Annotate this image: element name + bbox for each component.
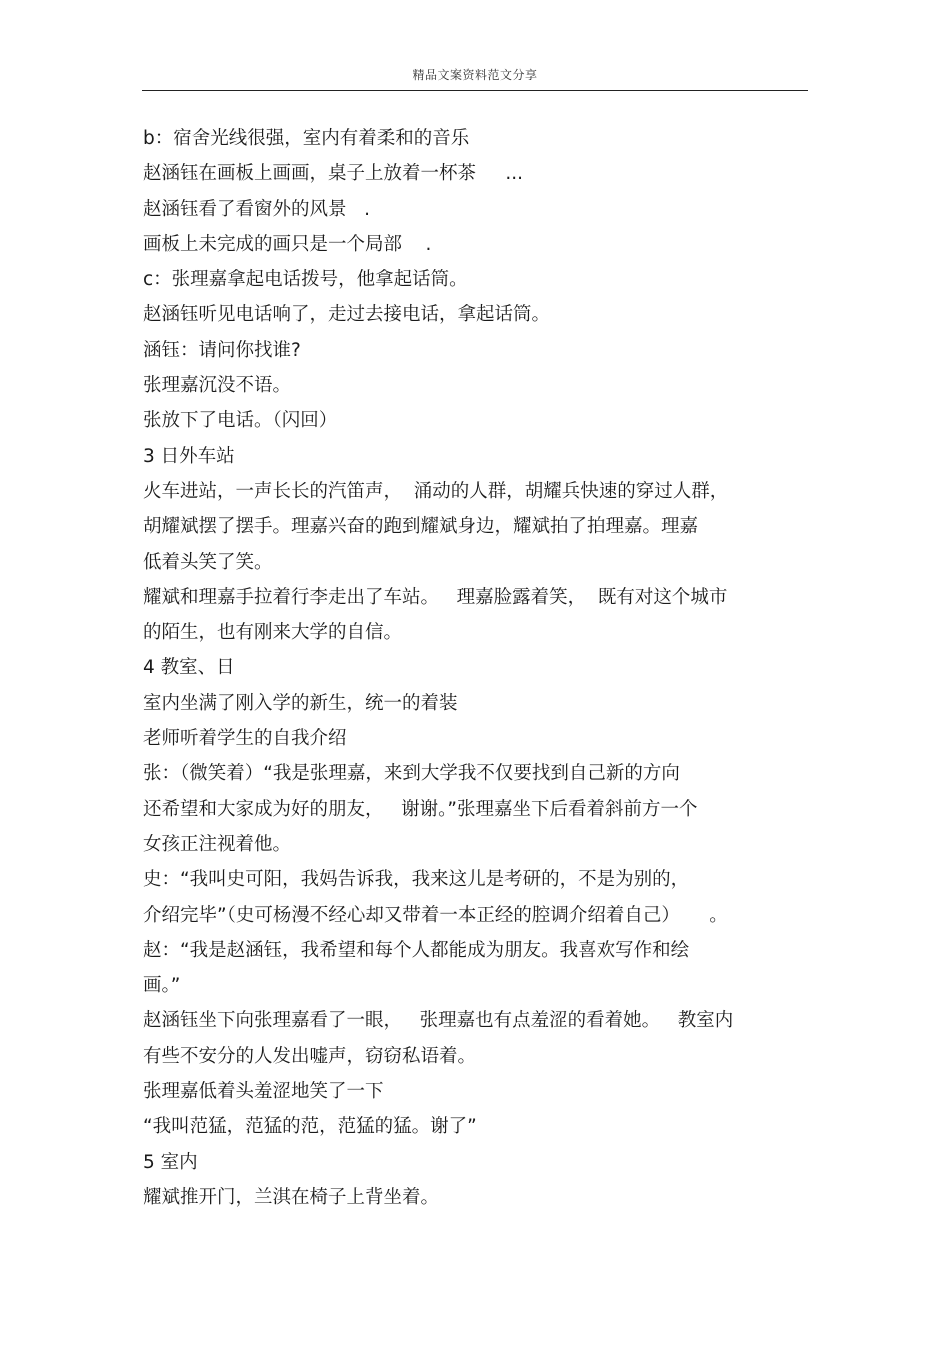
text-line: 张放下了电话。（闪回）	[143, 410, 338, 432]
text-line: c：张理嘉拿起电话拨号，他拿起话筒。	[143, 269, 468, 291]
text-line: 的陌生，也有刚来大学的自信。	[143, 622, 403, 644]
text-line: 赵涵钰听见电话响了，走过去接电话，拿起话筒。	[143, 304, 551, 326]
text-line: 胡耀斌摆了摆手。理嘉兴奋的跑到耀斌身边，耀斌拍了拍理嘉。理嘉	[143, 516, 699, 538]
text-line: 耀斌推开门，兰淇在椅子上背坐着。	[143, 1186, 440, 1208]
header-divider	[142, 90, 808, 91]
text-line: 赵：“我是赵涵钰，我希望和每个人都能成为朋友。我喜欢写作和绘	[143, 939, 690, 961]
page-header: 精品文案资料范文分享	[412, 68, 538, 82]
text-line: 张理嘉低着头羞涩地笑了一下	[143, 1081, 384, 1103]
text-line: 火车进站，一声长长的汽笛声， 涌动的人群，胡耀兵快速的穿过人群，	[143, 480, 729, 502]
text-line: 赵涵钰在画板上画画，桌子上放着一杯茶 ...	[143, 163, 524, 185]
text-line: 张：（微笑着）“我是张理嘉，来到大学我不仅要找到自己新的方向	[143, 763, 680, 785]
text-line: 介绍完毕”（史可杨漫不经心却又带着一本正经的腔调介绍着自己） 。	[143, 904, 728, 926]
scene-heading: 5 室内	[143, 1151, 198, 1173]
text-line: 室内坐满了刚入学的新生，统一的着装	[143, 692, 458, 714]
text-line: “我叫范猛，范猛的范，范猛的猛。谢了”	[143, 1116, 477, 1138]
text-line: 女孩正注视着他。	[143, 833, 292, 855]
text-line: 赵涵钰坐下向张理嘉看了一眼， 张理嘉也有点羞涩的看着她。 教室内	[143, 1010, 734, 1032]
text-line: 史：“我叫史可阳，我妈告诉我，我来这儿是考研的，不是为别的，	[143, 869, 690, 891]
scene-heading: 4 教室、日	[143, 657, 235, 679]
text-line: 赵涵钰看了看窗外的风景 .	[143, 198, 371, 220]
scene-heading: 3 日外车站	[143, 445, 235, 467]
text-line: 老师听着学生的自我介绍	[143, 728, 347, 750]
text-line: 画板上未完成的画只是一个局部 .	[143, 233, 432, 255]
text-line: 涵钰：请问你找谁?	[143, 339, 301, 361]
text-line: 耀斌和理嘉手拉着行李走出了车站。 理嘉脸露着笑， 既有对这个城市	[143, 586, 728, 608]
text-line: b：宿舍光线很强，室内有着柔和的音乐	[143, 128, 470, 149]
text-line: 低着头笑了笑。	[143, 551, 273, 573]
body-text	[143, 121, 815, 1215]
text-line: 有些不安分的人发出嘘声，窃窃私语着。	[143, 1045, 477, 1067]
text-line: 还希望和大家成为好的朋友， 谢谢。”张理嘉坐下后看着斜前方一个	[143, 798, 698, 820]
text-line: 画。”	[143, 975, 181, 997]
text-line: 张理嘉沉没不语。	[143, 375, 292, 397]
